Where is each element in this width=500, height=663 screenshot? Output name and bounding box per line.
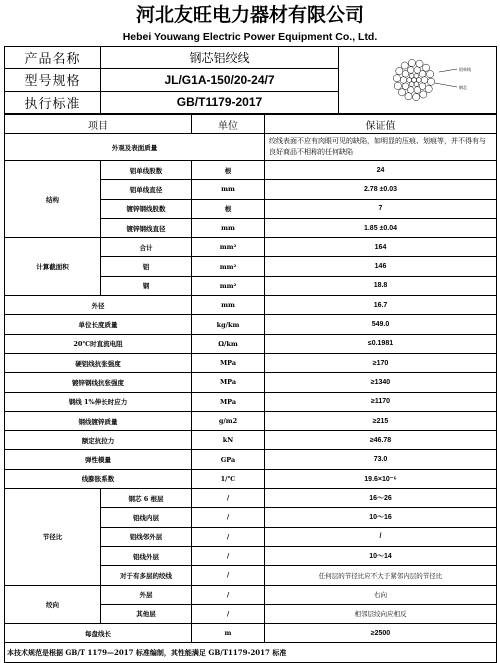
model-value: JL/G1A-150/20-24/7 — [101, 69, 339, 91]
cross-section-cell — [339, 47, 497, 114]
row-item: 20℃时直流电阻 — [5, 334, 192, 353]
aluminum-strand — [407, 67, 414, 74]
row-item: 钢 — [101, 276, 192, 295]
aluminum-strand — [421, 77, 428, 84]
row-value: ≥215 — [265, 411, 497, 430]
diagram-label-aluminum: 铝单线 — [459, 67, 471, 72]
diagram-label-steel: 钢芯 — [459, 85, 467, 90]
group-pitch: 节径比 — [5, 489, 101, 585]
row-value: 右向 — [265, 585, 497, 604]
aluminum-strand — [398, 89, 405, 96]
row-value: 164 — [265, 238, 497, 257]
row-unit: Ω/km — [192, 334, 265, 353]
row-item: 铝线邻外层 — [101, 527, 192, 546]
col-header-unit: 单位 — [192, 115, 265, 134]
row-unit: MPa — [192, 392, 265, 411]
row-item: 硬铝线抗张强度 — [5, 353, 192, 372]
table-row — [5, 392, 497, 411]
row-unit: mm² — [192, 238, 265, 257]
model-label: 型号规格 — [5, 69, 101, 91]
table-row — [5, 296, 497, 315]
aluminum-strand — [420, 91, 427, 98]
row-item: 其他层 — [101, 604, 192, 623]
row-unit: GPa — [192, 450, 265, 469]
row-unit: mm² — [192, 257, 265, 276]
table-row — [5, 624, 497, 643]
aluminum-strand — [400, 77, 407, 84]
row-item: 铝 — [101, 257, 192, 276]
row-unit: / — [192, 566, 265, 585]
row-value: / — [265, 527, 497, 546]
company-name-cn: 河北友旺电力器材有限公司 — [135, 4, 364, 26]
row-item: 铝线外层 — [101, 546, 192, 565]
leader-line-aluminum — [439, 69, 457, 72]
standard-value: GB/T1179-2017 — [101, 91, 339, 113]
row-item: 额定抗拉力 — [5, 431, 192, 450]
table-row — [5, 353, 497, 372]
product-name-label: 产品名称 — [5, 47, 101, 69]
row-unit: / — [192, 489, 265, 508]
row-item: 镀锌钢线股数 — [101, 199, 192, 218]
row-value: 73.0 — [265, 450, 497, 469]
row-item: 镀锌钢线抗张强度 — [5, 373, 192, 392]
row-unit: / — [192, 604, 265, 623]
table-row — [5, 238, 497, 257]
group-structure: 结构 — [5, 161, 101, 238]
row-item: 铝单线直径 — [101, 180, 192, 199]
group-area: 计算截面积 — [5, 238, 101, 296]
row-unit: / — [192, 508, 265, 527]
aluminum-strand — [402, 83, 409, 90]
row-value: ≥46.78 — [265, 431, 497, 450]
appearance-value: 绞线表面不应有肉眼可见的缺陷，如明显的压痕、划痕等，并不得有与良好商品不相称的任何缺陷 — [265, 134, 497, 161]
row-value: 10～16 — [265, 508, 497, 527]
row-value: 2.78 ±0.03 — [265, 180, 497, 199]
row-unit: / — [192, 585, 265, 604]
product-header-table — [4, 46, 497, 114]
aluminum-strand — [428, 78, 435, 85]
group-lay: 绞向 — [5, 585, 101, 624]
row-unit: mm — [192, 218, 265, 237]
row-value: 1.85 ±0.04 — [265, 218, 497, 237]
table-row — [5, 315, 497, 334]
aluminum-strand — [394, 82, 401, 89]
spec-table — [4, 114, 497, 663]
appearance-label: 外观及表面质量 — [5, 134, 265, 161]
leader-line-steel — [435, 83, 457, 87]
spec-sheet — [4, 2, 496, 663]
row-item: 钢芯 6 根层 — [101, 489, 192, 508]
row-item: 铝线内层 — [101, 508, 192, 527]
row-value: 16.7 — [265, 296, 497, 315]
row-item: 对于有多层的绞线 — [101, 566, 192, 585]
steel-strand — [409, 73, 414, 78]
row-value: 24 — [265, 161, 497, 180]
steel-strand — [414, 73, 419, 78]
aluminum-strand — [416, 60, 423, 67]
row-value: 19.6×10⁻⁶ — [265, 469, 497, 488]
aluminum-strand — [414, 87, 421, 94]
row-value: 7 — [265, 199, 497, 218]
aluminum-strand — [405, 93, 412, 100]
aluminum-strand — [422, 64, 429, 71]
row-unit: kg/km — [192, 315, 265, 334]
row-item: 单位长度质量 — [5, 315, 192, 334]
strand-circles — [393, 59, 434, 100]
row-unit: kN — [192, 431, 265, 450]
row-item: 钢线 1%伸长时应力 — [5, 392, 192, 411]
col-header-value: 保证值 — [265, 115, 497, 134]
table-row — [5, 431, 497, 450]
table-row — [5, 373, 497, 392]
row-value: ≥170 — [265, 353, 497, 372]
table-row — [5, 411, 497, 430]
aluminum-strand — [408, 59, 415, 66]
row-unit: / — [192, 527, 265, 546]
row-value: 任何层的节径比应不大于紧邻内层的节径比 — [265, 566, 497, 585]
aluminum-strand — [401, 62, 408, 69]
row-value: 549.0 — [265, 315, 497, 334]
aluminum-strand — [396, 67, 403, 74]
table-row — [5, 469, 497, 488]
row-value: ≥2500 — [265, 624, 497, 643]
aluminum-strand — [427, 71, 434, 78]
row-value: 相邻层绞向应相反 — [265, 604, 497, 623]
row-item: 线膨胀系数 — [5, 469, 192, 488]
row-unit: g/m2 — [192, 411, 265, 430]
row-unit: 根 — [192, 161, 265, 180]
company-name-en: Hebei Youwang Electric Power Equipment Co., Ltd. — [122, 31, 378, 43]
row-unit: mm² — [192, 276, 265, 295]
footnote: 本技术规范是根据 GB/T 1179—2017 标准编制，其性能满足 GB/T1179-2017 标准 — [5, 643, 497, 662]
row-unit: MPa — [192, 373, 265, 392]
row-value: 16～26 — [265, 489, 497, 508]
aluminum-strand — [425, 85, 432, 92]
row-item: 弹性模量 — [5, 450, 192, 469]
row-value: ≥1340 — [265, 373, 497, 392]
row-item: 外径 — [5, 296, 192, 315]
row-item: 每盘线长 — [5, 624, 192, 643]
row-unit: m — [192, 624, 265, 643]
row-item: 镀锌钢线直径 — [101, 218, 192, 237]
table-row — [5, 161, 497, 180]
aluminum-strand — [419, 71, 426, 78]
row-unit: MPa — [192, 353, 265, 372]
row-value: ≥1170 — [265, 392, 497, 411]
aluminum-strand — [413, 93, 420, 100]
table-row — [5, 585, 497, 604]
aluminum-strand — [393, 75, 400, 82]
row-item: 钢线镀锌质量 — [5, 411, 192, 430]
row-unit: / — [192, 546, 265, 565]
row-value: 146 — [265, 257, 497, 276]
row-unit: mm — [192, 296, 265, 315]
table-row — [5, 450, 497, 469]
row-item: 铝单线股数 — [101, 161, 192, 180]
row-unit: mm — [192, 180, 265, 199]
row-value: 18.8 — [265, 276, 497, 295]
table-row — [5, 334, 497, 353]
conductor-cross-section-diagram — [339, 47, 495, 113]
table-row — [5, 489, 497, 508]
product-name-value: 钢芯铝绞线 — [101, 47, 339, 69]
row-item: 外层 — [101, 585, 192, 604]
row-unit: 根 — [192, 199, 265, 218]
steel-strand — [414, 82, 419, 87]
single-rows — [5, 296, 497, 489]
row-item: 合计 — [101, 238, 192, 257]
row-unit: 1/℃ — [192, 469, 265, 488]
col-header-item: 项目 — [5, 115, 192, 134]
row-value: 10～14 — [265, 546, 497, 565]
standard-label: 执行标准 — [5, 91, 101, 113]
row-value: ≤0.1981 — [265, 334, 497, 353]
